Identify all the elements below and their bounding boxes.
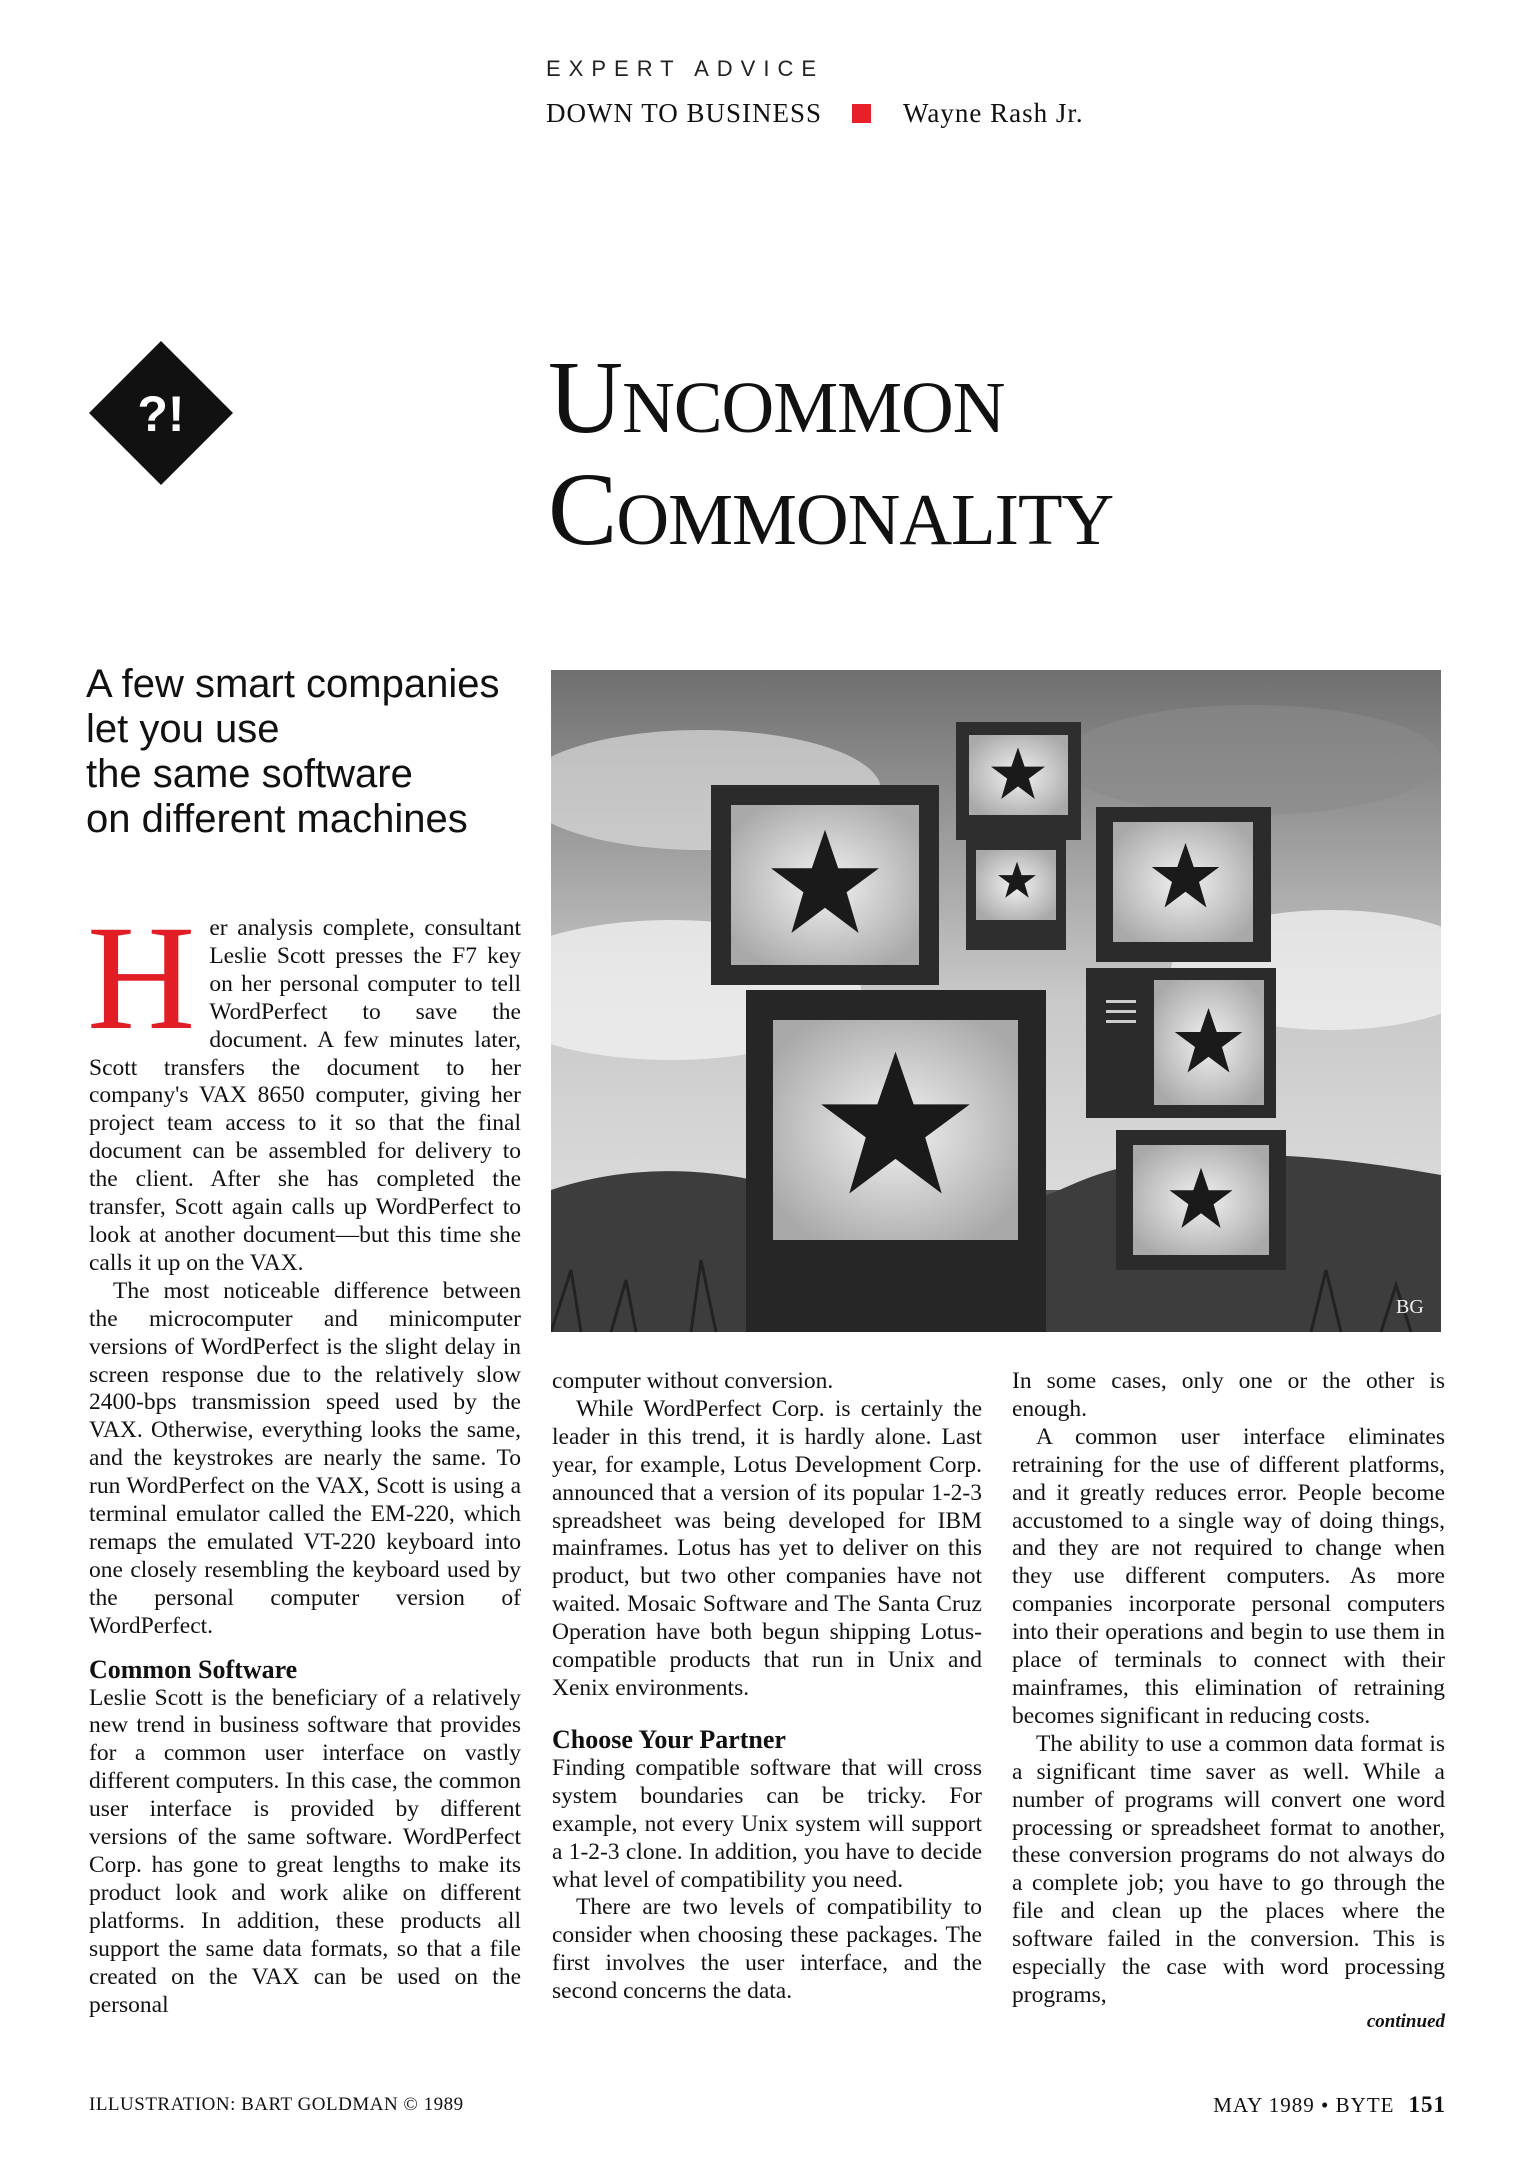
subhead-choose-your-partner: Choose Your Partner xyxy=(552,1724,786,1754)
title-line-1: Uncommon xyxy=(548,340,1005,455)
monitor-bottom-right xyxy=(1116,1130,1286,1270)
page-number: 151 xyxy=(1408,2092,1446,2117)
illustration-signature: BG xyxy=(1396,1296,1424,1318)
department-label: DOWN TO BUSINESS xyxy=(546,98,823,128)
continued-label: continued xyxy=(1366,2010,1445,2032)
col2-paragraph-2: While WordPerfect Corp. is certainly the leader in this trend, it is hardly alone. Last year, for example, Lotus Development Corp. announced that a version of its popular 1-2-3 spreadsheet was being developed for IBM mainframes. Lotus has yet to deliver on this product, but two other companies have not waited. Mosaic Software and The Santa Cruz Operation have both begun shipping Lotus-compatible products that run in Unix and Xenix environments. xyxy=(552,1395,982,1701)
deck-line-4: on different machines xyxy=(86,797,468,841)
col1-paragraph-1: er analysis complete, consultant Leslie Scott presses the F7 key on her personal computer to tell WordPerfect to save the document. A few minutes later, Scott transfers the document to her company's VAX 8650 computer, giving her project team access to it so that the final document can be assembled for delivery to the client. After she has completed the transfer, Scott again calls up WordPerfect to look at another document—but this time she calls it up on the VAX. xyxy=(89,915,521,1276)
question-exclamation-diamond-icon xyxy=(86,338,236,488)
author-name: Wayne Rash Jr. xyxy=(903,98,1084,128)
deck-line-3: the same software xyxy=(86,752,413,796)
article-title xyxy=(548,342,1113,566)
col2-paragraph-4: There are two levels of compatibility to consider when choosing these packages. The first involves the user interface, and the second concerns the data. xyxy=(552,1894,982,2005)
monitor-mid-right xyxy=(1086,968,1276,1118)
col2-paragraph-3: Finding compatible software that will cross system boundaries can be tricky. For example, not every Unix system will support a 1-2-3 clone. In addition, you have to decide what level of compatibility you need. xyxy=(552,1754,982,1893)
issue-label: MAY 1989 • BYTE xyxy=(1213,2093,1395,2117)
col2-paragraph-1: computer without conversion. xyxy=(552,1368,834,1394)
page-footer xyxy=(1213,2092,1446,2118)
drop-cap: H xyxy=(87,895,196,1061)
section-kicker: EXPERT ADVICE xyxy=(546,56,825,81)
col1-paragraph-3: Leslie Scott is the beneficiary of a relatively new trend in business software that provides for a common user interface on vastly different computers. In this case, the common user interface is provided by different versions of the same software. WordPerfect Corp. has gone to great lengths to make its product look and work alike on different platforms. In addition, these products all support the same data formats, so that a file created on the VAX can be used on the personal xyxy=(89,1684,521,2018)
logo-glyph: ?! xyxy=(137,386,185,442)
deck-line-2: let you use xyxy=(86,707,280,751)
title-line-2: Commonality xyxy=(548,452,1114,567)
subhead-common-software: Common Software xyxy=(89,1654,298,1684)
deck-line-1: A few smart companies xyxy=(86,662,500,706)
monitor-large-bottom xyxy=(746,990,1046,1332)
monitor-top-center xyxy=(956,722,1081,840)
illustration-credit: ILLUSTRATION: BART GOLDMAN © 1989 xyxy=(89,2094,464,2115)
column-3 xyxy=(1012,1368,1445,2034)
column-2 xyxy=(552,1368,982,2006)
column-1 xyxy=(87,895,521,2019)
monitor-large-left xyxy=(711,785,939,985)
col3-paragraph-1: In some cases, only one or the other is enough. xyxy=(1012,1368,1445,1422)
col3-paragraph-3: The ability to use a common data format is a significant time saver as well. While a number of programs will convert one word processing or spreadsheet format to another, these conversion programs do not always do a complete job; you have to go through the file and clean up the places where the software failed in the conversion. This is especially the case with word processing programs, xyxy=(1012,1730,1445,2008)
article-deck xyxy=(86,662,526,842)
monitor-top-right xyxy=(1096,807,1271,962)
department-line xyxy=(546,98,1084,129)
col3-paragraph-2: A common user interface eliminates retraining for the use of different platforms, and it greatly reduces error. People become accustomed to a single way of doing things, and they are not required to change when they use different computers. As more companies incorporate personal computers into their operations and begin to use them in place of terminals to connect with their mainframes, this elimination of retraining becomes significant in reducing costs. xyxy=(1012,1423,1445,1729)
col1-paragraph-2: The most noticeable difference between the microcomputer and minicomputer versions of WordPerfect is the slight delay in screen response due to the relatively slow 2400-bps transmission speed used by the VAX. Otherwise, everything looks the same, and the keystrokes are nearly the same. To run WordPerfect on the VAX, Scott is using a terminal emulator called the EM-220, which remaps the emulated VT-220 keyboard into one closely resembling the keyboard used by the personal computer version of WordPerfect. xyxy=(89,1277,521,1639)
red-square-icon xyxy=(852,104,871,123)
monitor-mid-center xyxy=(966,840,1066,950)
monitors-stars-illustration xyxy=(551,670,1441,1332)
